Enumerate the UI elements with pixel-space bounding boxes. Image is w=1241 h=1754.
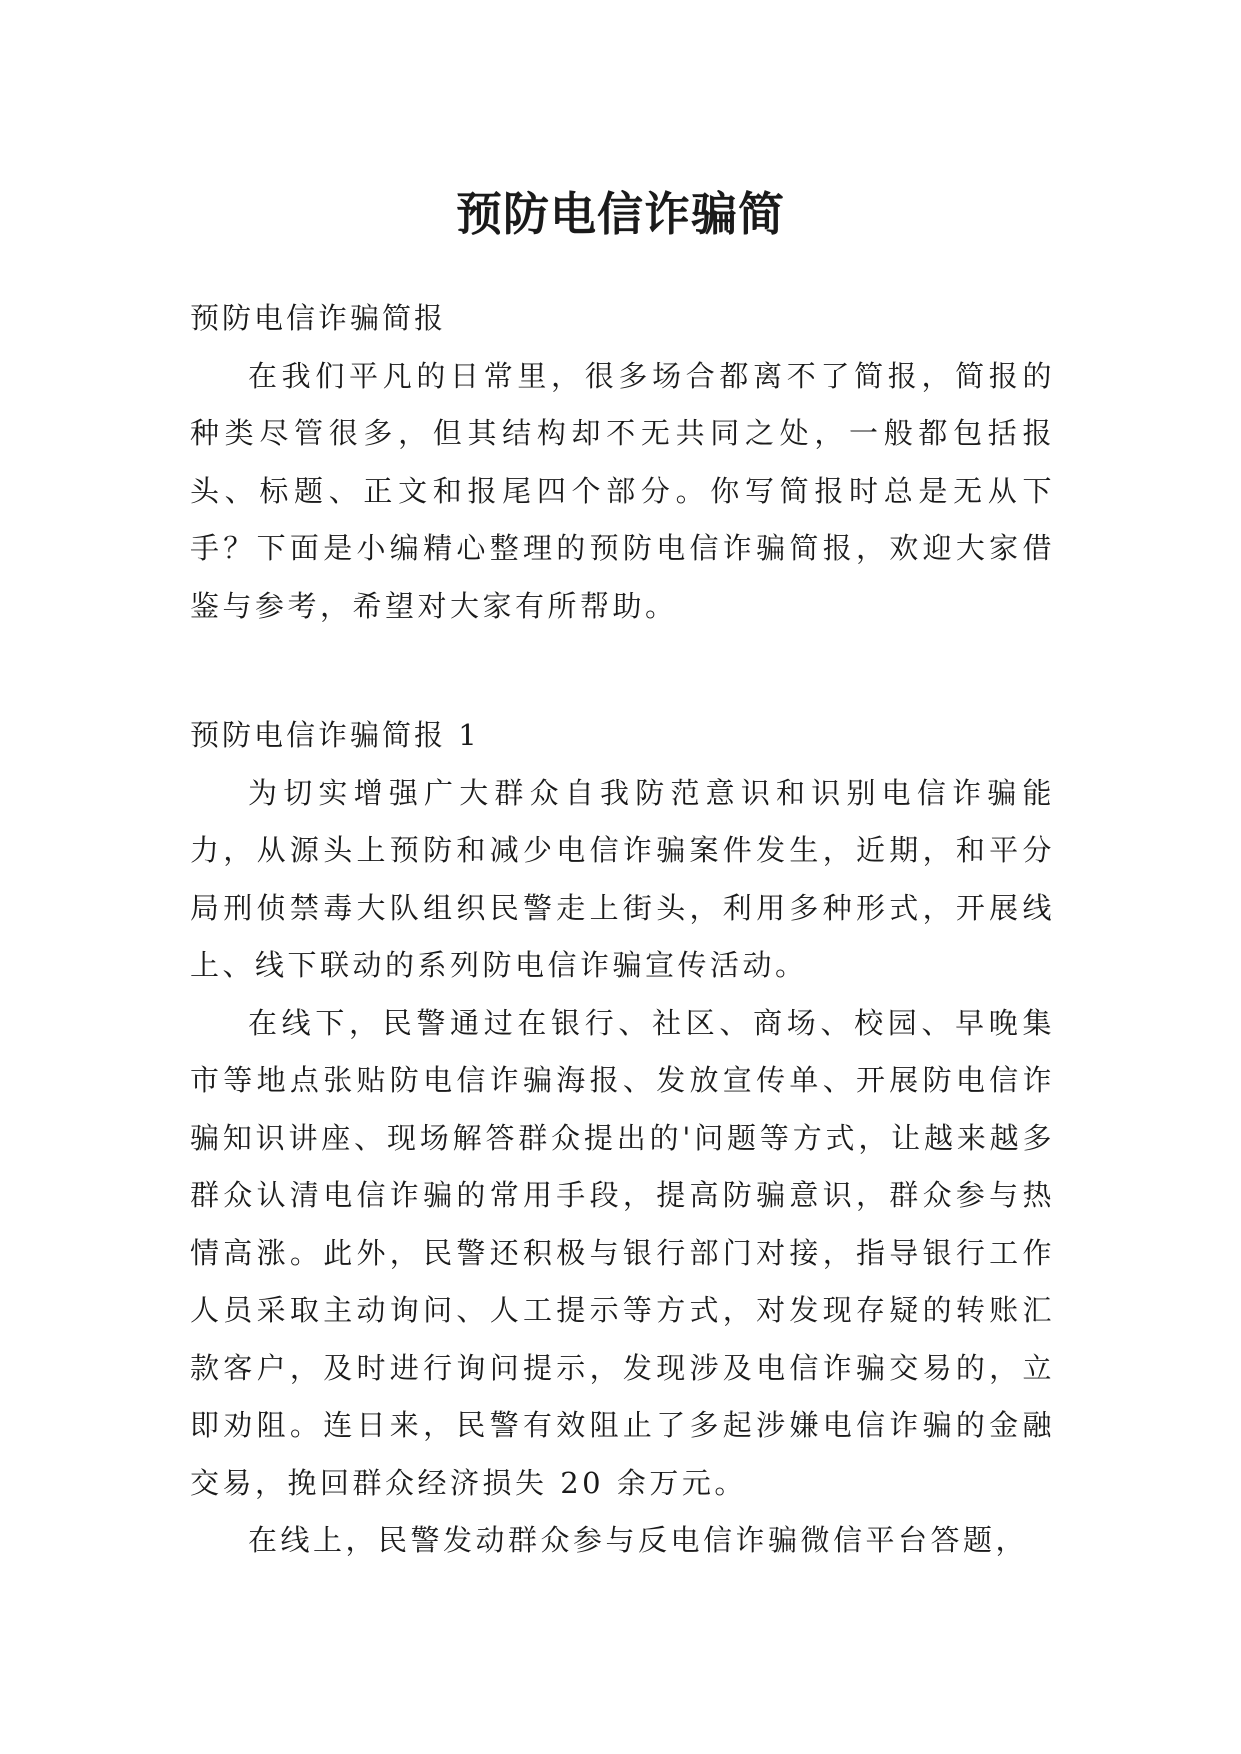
section1-heading: 预防电信诈骗简报 1 xyxy=(190,718,480,752)
section1-paragraph-3: 在线上，民警发动群众参与反电信诈骗微信平台答题， xyxy=(248,1523,1029,1557)
document-body xyxy=(190,290,1055,1570)
intro-heading: 预防电信诈骗简报 xyxy=(190,301,447,335)
section1-paragraph-1: 为切实增强广大群众自我防范意识和识别电信诈骗能力，从源头上预防和减少电信诈骗案件发生，近期，和平分局刑侦禁毒大队组织民警走上街头，利用多种形式，开展线上、线下联动的系列防电信诈骗宣传活动。 xyxy=(190,775,1055,982)
section-spacer xyxy=(190,635,1055,707)
document-title: 预防电信诈骗简 xyxy=(456,186,785,241)
intro-paragraph: 在我们平凡的日常里，很多场合都离不了简报，简报的种类尽管很多，但其结构却不无共同之处，一般都包括报头、标题、正文和报尾四个部分。你写简报时总是无从下手？下面是小编精心整理的预防电信诈骗简报，欢迎大家借鉴与参考，希望对大家有所帮助。 xyxy=(190,358,1055,623)
section1-paragraph-2: 在线下，民警通过在银行、社区、商场、校园、早晚集市等地点张贴防电信诈骗海报、发放宣传单、开展防电信诈骗知识讲座、现场解答群众提出的'问题等方式，让越来越多群众认清电信诈骗的常用手段，提高防骗意识，群众参与热情高涨。此外，民警还积极与银行部门对接，指导银行工作人员采取主动询问、人工提示等方式，对发现存疑的转账汇款客户，及时进行询问提示，发现涉及电信诈骗交易的，立即劝阻。连日来，民警有效阻止了多起涉嫌电信诈骗的金融交易，挽回群众经济损失 20 余万元。 xyxy=(190,1005,1055,1500)
